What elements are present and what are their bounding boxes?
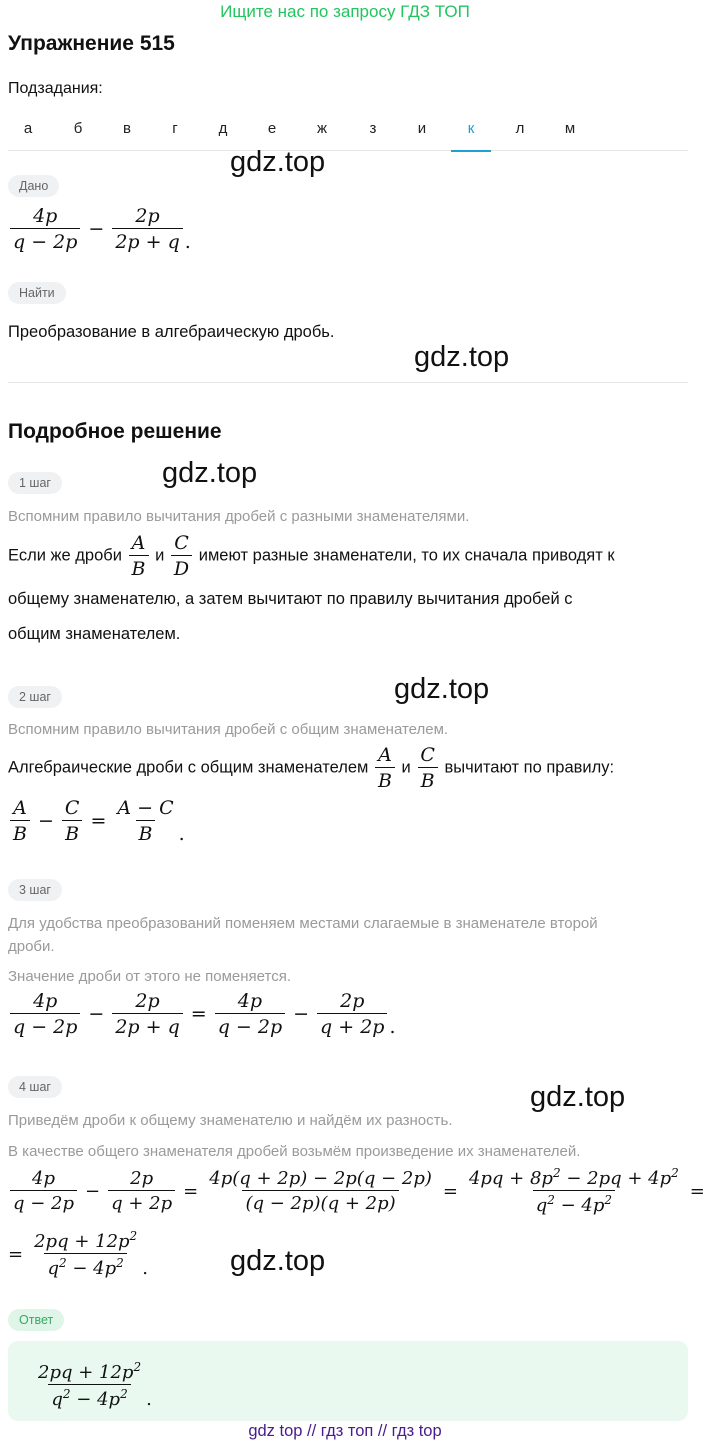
step-3-hint2: Значение дроби от этого не поменяется.: [8, 968, 291, 985]
step-4-formula: $\frac{4p}{q - 2p}$ − $\frac{2p}{q + 2p}$ = $\frac{4p(q + 2p) - 2p(q - 2p)}{(q - 2p)(q + 2p)}$ = $\frac{4pq + 8p^2 - 2pq + 4p^2}{q^2 - 4p^2}$ =: [8, 1166, 711, 1216]
tab-b[interactable]: б: [73, 120, 83, 137]
find-text: Преобразование в алгебраическую дробь.: [8, 323, 335, 341]
step-4-badge: 4 шаг: [8, 1076, 62, 1098]
watermark: gdz.top: [414, 341, 510, 373]
step-1-hint: Вспомним правило вычитания дробей с разными знаменателями.: [8, 508, 470, 525]
tab-a[interactable]: а: [23, 120, 33, 137]
page-title: Упражнение 515: [8, 32, 175, 55]
answer-badge: Ответ: [8, 1309, 64, 1331]
watermark: gdz.top: [162, 457, 258, 489]
step-2-hint: Вспомним правило вычитания дробей с общим знаменателем.: [8, 721, 449, 738]
tab-v[interactable]: в: [123, 120, 131, 137]
step-3-formula: $\frac{4p}{q - 2p}$ − $\frac{2p}{2p + q}$ = $\frac{4p}{q - 2p}$ − $\frac{2p}{q + 2p}$ .: [8, 990, 396, 1038]
find-badge: Найти: [8, 282, 66, 304]
footer-links[interactable]: gdz top // гдз топ // гдз top: [248, 1422, 442, 1440]
step-3-hint-line2: дроби.: [8, 938, 55, 955]
watermark: gdz.top: [530, 1081, 626, 1113]
step-2-text: Алгебраические дроби с общим знаменателем $\frac{A}{B}$ и $\frac{C}{B}$ вычитают по правилу:: [8, 744, 615, 792]
watermark: gdz.top: [394, 673, 490, 705]
watermark: gdz.top: [230, 1245, 326, 1277]
tab-l[interactable]: л: [515, 120, 525, 137]
step-2-formula: $\frac{A}{B}$ − $\frac{C}{B}$ = $\frac{A - C}{B}$ .: [8, 797, 185, 845]
step-2-badge: 2 шаг: [8, 686, 62, 708]
step-3-hint-line1: Для удобства преобразований поменяем местами слагаемые в знаменателе второй: [8, 915, 598, 932]
answer-formula: $\frac{2pq + 12p^2}{q^2 - 4p^2}$ .: [38, 1360, 152, 1410]
step-4-hint2: В качестве общего знаменателя дробей возьмём произведение их знаменателей.: [8, 1143, 581, 1160]
tab-k[interactable]: к: [451, 120, 491, 152]
given-expression: $\frac{4p}{q - 2p}$ − $\frac{2p}{2p + q}$ .: [8, 205, 191, 253]
given-badge: Дано: [8, 175, 59, 197]
tab-z[interactable]: з: [369, 120, 377, 137]
step-4-formula-cont: = $\frac{2pq + 12p^2}{q^2 - 4p^2}$ .: [8, 1229, 148, 1279]
tab-g[interactable]: г: [172, 120, 178, 137]
step-1-text: Если же дроби $\frac{A}{B}$ и $\frac{C}{D}$ имеют разные знаменатели, то их сначала приводят к: [8, 532, 615, 580]
tab-i[interactable]: и: [417, 120, 427, 137]
step-3-badge: 3 шаг: [8, 879, 62, 901]
tab-e[interactable]: е: [267, 120, 277, 137]
top-banner: Ищите нас по запросу ГДЗ ТОП: [220, 2, 470, 21]
watermark: gdz.top: [230, 146, 326, 178]
step-1-line3: общим знаменателем.: [8, 625, 181, 643]
subtasks-label: Подзадания:: [8, 80, 103, 97]
step-1-badge: 1 шаг: [8, 472, 62, 494]
tab-m[interactable]: м: [564, 120, 576, 137]
solution-title: Подробное решение: [8, 420, 222, 443]
step-1-line2: общему знаменателю, а затем вычитают по правилу вычитания дробей с: [8, 590, 573, 608]
tab-d[interactable]: д: [218, 120, 228, 137]
subtask-tabs: [8, 112, 688, 151]
step-4-hint: Приведём дроби к общему знаменателю и найдём их разность.: [8, 1112, 453, 1129]
divider: [8, 382, 688, 383]
tab-zh[interactable]: ж: [316, 120, 328, 137]
